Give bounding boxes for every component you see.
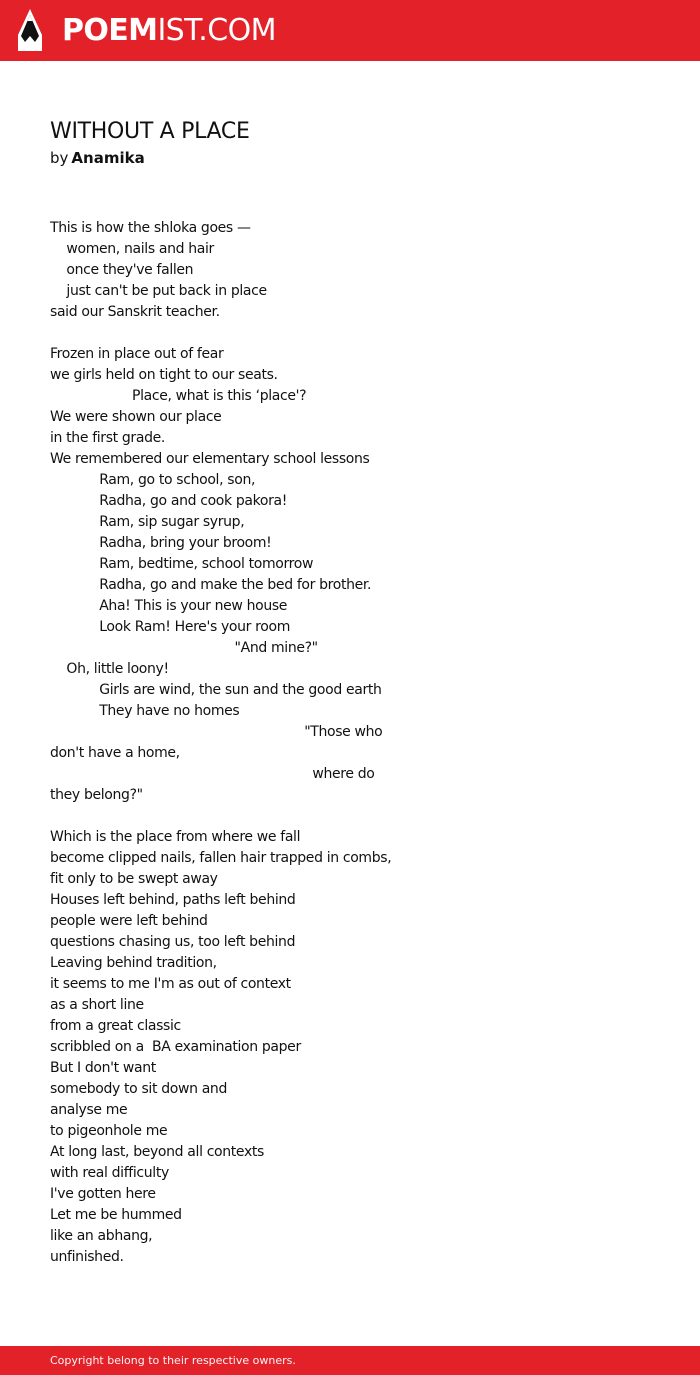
poem-line: "And mine?": [50, 640, 318, 656]
poem-line: once they've fallen: [50, 262, 194, 278]
poem-line: Look Ram! Here's your room: [50, 619, 290, 635]
poem-line: Ram, sip sugar syrup,: [50, 514, 245, 530]
brand-bold-text: POEM: [62, 13, 158, 48]
poem-line: They have no homes: [50, 703, 240, 719]
poem-line: Leaving behind tradition,: [50, 955, 217, 971]
site-logo-link[interactable]: [62, 11, 276, 51]
poem-line: I've gotten here: [50, 1186, 156, 1202]
poem-line: analyse me: [50, 1102, 128, 1118]
poem-line: Radha, bring your broom!: [50, 535, 272, 551]
stanza-break: [50, 806, 650, 827]
site-header: [0, 0, 700, 61]
poem-line: said our Sanskrit teacher.: [50, 304, 220, 320]
poem-line: just can't be put back in place: [50, 283, 267, 299]
poem-line: like an abhang,: [50, 1228, 153, 1244]
poem-line: Radha, go and cook pakora!: [50, 493, 288, 509]
poem-line: This is how the shloka goes —: [50, 220, 251, 236]
poem-line: "Those who: [50, 724, 383, 740]
poem-line: become clipped nails, fallen hair trapped in combs,: [50, 850, 392, 866]
author-name: Anamika: [71, 149, 145, 167]
poem-line: don't have a home,: [50, 745, 180, 761]
poem-line: Let me be hummed: [50, 1207, 182, 1223]
poem-line: But I don't want: [50, 1060, 156, 1076]
poem-line: from a great classic: [50, 1018, 181, 1034]
poem-line: people were left behind: [50, 913, 208, 929]
poem-line: Ram, bedtime, school tomorrow: [50, 556, 314, 572]
poem-line: scribbled on a BA examination paper: [50, 1039, 301, 1055]
poem-line: Radha, go and make the bed for brother.: [50, 577, 372, 593]
poem-line: women, nails and hair: [50, 241, 214, 257]
poem-line: unfinished.: [50, 1249, 124, 1265]
poem-line: somebody to sit down and: [50, 1081, 227, 1097]
poem-line: Oh, little loony!: [50, 661, 169, 677]
poem-line: Frozen in place out of fear: [50, 346, 224, 362]
poem-line: with real difficulty: [50, 1165, 169, 1181]
poem-line: they belong?": [50, 787, 143, 803]
stanza-break: [50, 323, 650, 344]
site-footer: [0, 1346, 700, 1375]
poem-line: where do: [50, 766, 375, 782]
poem-title: WITHOUT A PLACE: [50, 119, 250, 144]
poem-byline: [50, 148, 145, 169]
poem-line: Ram, go to school, son,: [50, 472, 256, 488]
poem-line: we girls held on tight to our seats.: [50, 367, 278, 383]
poem-line: Which is the place from where we fall: [50, 829, 301, 845]
poem-line: questions chasing us, too left behind: [50, 934, 296, 950]
poem-line: We remembered our elementary school lessons: [50, 451, 370, 467]
poem-line: Girls are wind, the sun and the good earth: [50, 682, 382, 698]
by-label: by: [50, 149, 69, 167]
poem-line: Aha! This is your new house: [50, 598, 288, 614]
poem-line: fit only to be swept away: [50, 871, 218, 887]
poem-line: Place, what is this ‘place'?: [50, 388, 307, 404]
brand-light-text: IST.COM: [157, 13, 276, 48]
poem-line: in the first grade.: [50, 430, 165, 446]
poem-body: [50, 218, 650, 1268]
poem-line: as a short line: [50, 997, 144, 1013]
poem-line: it seems to me I'm as out of context: [50, 976, 291, 992]
poem-line: to pigeonhole me: [50, 1123, 168, 1139]
pencil-tip-icon[interactable]: [18, 9, 42, 51]
poem-line: At long last, beyond all contexts: [50, 1144, 264, 1160]
poem-line: Houses left behind, paths left behind: [50, 892, 296, 908]
poem-line: We were shown our place: [50, 409, 222, 425]
copyright-notice: Copyright belong to their respective owners.: [50, 1354, 296, 1367]
